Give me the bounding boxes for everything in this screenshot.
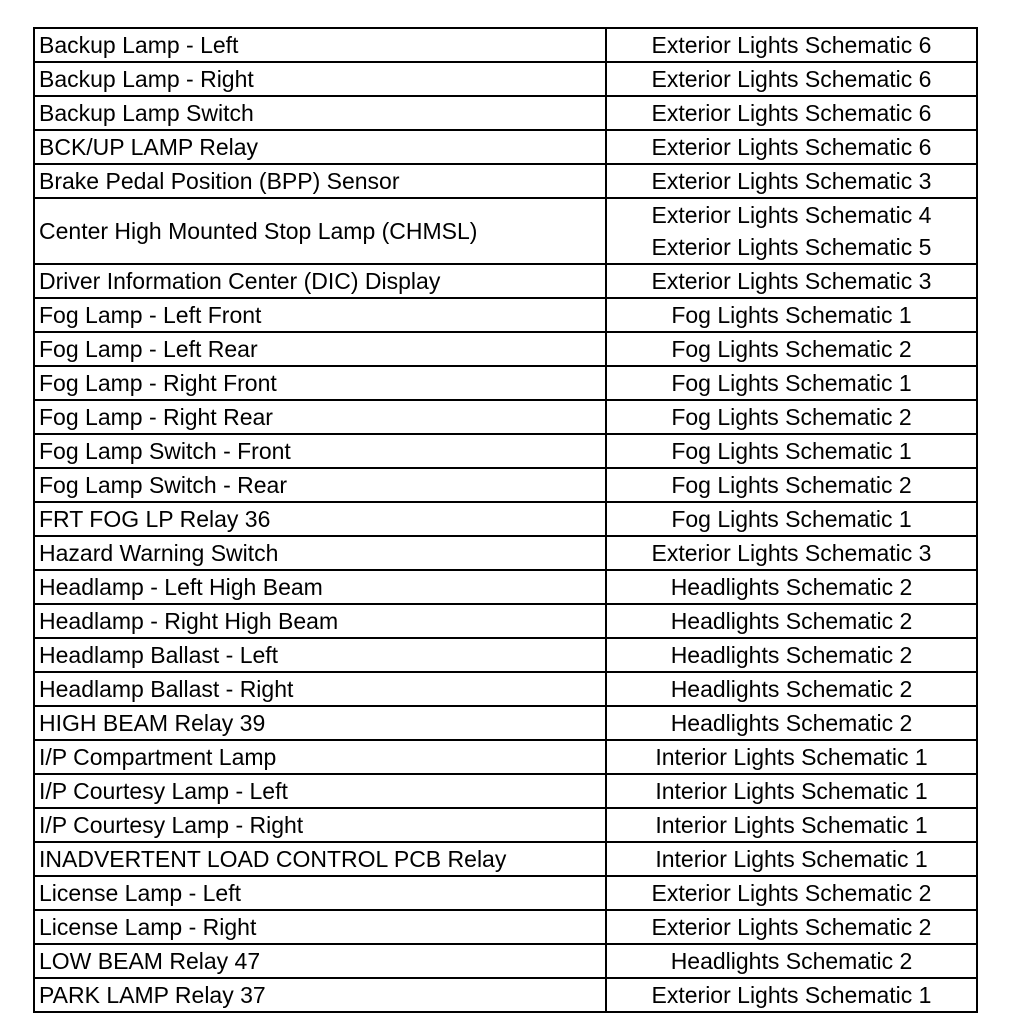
table-row	[34, 96, 977, 130]
table-row	[34, 842, 977, 876]
schematic-reference-cell	[606, 910, 977, 944]
component-name-cell: Fog Lamp - Right Rear	[34, 400, 606, 434]
schematic-reference-cell	[606, 434, 977, 468]
schematic-reference: Headlights Schematic 2	[670, 710, 913, 736]
schematic-reference-cell	[606, 400, 977, 434]
schematic-reference-cell	[606, 944, 977, 978]
component-name-cell: BCK/UP LAMP Relay	[34, 130, 606, 164]
table-row	[34, 264, 977, 298]
component-name-cell: Backup Lamp Switch	[34, 96, 606, 130]
schematic-reference: Fog Lights Schematic 1	[671, 302, 912, 328]
table-row	[34, 910, 977, 944]
table-row	[34, 62, 977, 96]
schematic-reference: Exterior Lights Schematic 6	[651, 134, 932, 160]
table-row	[34, 638, 977, 672]
schematic-reference: Exterior Lights Schematic 3	[651, 168, 932, 194]
schematic-reference: Headlights Schematic 2	[670, 948, 913, 974]
schematic-reference-cell	[606, 62, 977, 96]
schematic-reference-cell	[606, 468, 977, 502]
schematic-reference: Exterior Lights Schematic 6	[651, 66, 932, 92]
schematic-reference-cell	[606, 264, 977, 298]
table-row	[34, 740, 977, 774]
schematic-reference-cell	[606, 672, 977, 706]
schematic-reference: Interior Lights Schematic 1	[655, 744, 928, 770]
schematic-reference: Fog Lights Schematic 1	[671, 506, 912, 532]
schematic-reference: Exterior Lights Schematic 1	[651, 982, 932, 1008]
schematic-reference-cell	[606, 774, 977, 808]
component-name-cell: I/P Courtesy Lamp - Right	[34, 808, 606, 842]
table-row	[34, 298, 977, 332]
component-name-cell: FRT FOG LP Relay 36	[34, 502, 606, 536]
schematic-reference: Headlights Schematic 2	[670, 574, 913, 600]
schematic-reference: Exterior Lights Schematic 6	[651, 100, 932, 126]
component-name-cell: Headlamp - Right High Beam	[34, 604, 606, 638]
table-row	[34, 706, 977, 740]
component-schematic-table	[33, 27, 978, 1013]
component-name-cell: PARK LAMP Relay 37	[34, 978, 606, 1012]
component-name-cell: Driver Information Center (DIC) Display	[34, 264, 606, 298]
schematic-reference-cell	[606, 536, 977, 570]
table-row	[34, 130, 977, 164]
component-name-cell: INADVERTENT LOAD CONTROL PCB Relay	[34, 842, 606, 876]
schematic-reference-cell	[606, 130, 977, 164]
table-row	[34, 944, 977, 978]
component-name-cell: Brake Pedal Position (BPP) Sensor	[34, 164, 606, 198]
table-row	[34, 400, 977, 434]
table-row	[34, 366, 977, 400]
table-row	[34, 774, 977, 808]
schematic-reference-cell	[606, 164, 977, 198]
table-row	[34, 978, 977, 1012]
component-name-cell: Fog Lamp - Right Front	[34, 366, 606, 400]
schematic-reference: Exterior Lights Schematic 4	[651, 202, 932, 228]
component-name-cell: Headlamp Ballast - Left	[34, 638, 606, 672]
schematic-reference-cell	[606, 638, 977, 672]
schematic-reference: Exterior Lights Schematic 3	[651, 540, 932, 566]
component-name-cell: Center High Mounted Stop Lamp (CHMSL)	[34, 198, 606, 264]
component-name-cell: I/P Courtesy Lamp - Left	[34, 774, 606, 808]
component-name-cell: Fog Lamp - Left Front	[34, 298, 606, 332]
schematic-reference-cell	[606, 740, 977, 774]
table-body	[34, 28, 977, 1012]
schematic-reference-cell	[606, 366, 977, 400]
schematic-reference: Exterior Lights Schematic 6	[651, 32, 932, 58]
table-row	[34, 468, 977, 502]
component-name-cell: License Lamp - Right	[34, 910, 606, 944]
table-row	[34, 164, 977, 198]
component-name-cell: Fog Lamp - Left Rear	[34, 332, 606, 366]
schematic-reference-cell	[606, 502, 977, 536]
component-name-cell: Backup Lamp - Left	[34, 28, 606, 62]
schematic-reference: Headlights Schematic 2	[670, 608, 913, 634]
component-name-cell: I/P Compartment Lamp	[34, 740, 606, 774]
schematic-reference: Headlights Schematic 2	[670, 642, 913, 668]
component-name-cell: Headlamp Ballast - Right	[34, 672, 606, 706]
schematic-reference-cell	[606, 842, 977, 876]
schematic-reference: Exterior Lights Schematic 2	[651, 880, 932, 906]
component-name-cell: License Lamp - Left	[34, 876, 606, 910]
schematic-reference: Interior Lights Schematic 1	[655, 846, 928, 872]
table-row	[34, 570, 977, 604]
schematic-reference: Exterior Lights Schematic 2	[651, 914, 932, 940]
table-row	[34, 434, 977, 468]
schematic-reference-cell	[606, 706, 977, 740]
schematic-reference: Interior Lights Schematic 1	[655, 778, 928, 804]
component-name-cell: Backup Lamp - Right	[34, 62, 606, 96]
schematic-reference: Exterior Lights Schematic 5	[651, 234, 932, 260]
schematic-reference: Fog Lights Schematic 2	[671, 472, 912, 498]
schematic-reference: Fog Lights Schematic 2	[671, 336, 912, 362]
table-row	[34, 502, 977, 536]
schematic-reference: Headlights Schematic 2	[670, 676, 913, 702]
schematic-reference-cell	[606, 570, 977, 604]
schematic-reference: Fog Lights Schematic 1	[671, 438, 912, 464]
table-row	[34, 808, 977, 842]
component-name-cell: Headlamp - Left High Beam	[34, 570, 606, 604]
table-row	[34, 604, 977, 638]
schematic-reference: Fog Lights Schematic 1	[671, 370, 912, 396]
component-name-cell: Fog Lamp Switch - Front	[34, 434, 606, 468]
schematic-reference-cell	[606, 978, 977, 1012]
schematic-reference: Exterior Lights Schematic 3	[651, 268, 932, 294]
schematic-reference-cell	[606, 808, 977, 842]
table-row	[34, 28, 977, 62]
schematic-reference-cell	[606, 604, 977, 638]
schematic-reference-cell	[606, 876, 977, 910]
table-row	[34, 198, 977, 264]
table-row	[34, 332, 977, 366]
component-name-cell: Hazard Warning Switch	[34, 536, 606, 570]
component-name-cell: LOW BEAM Relay 47	[34, 944, 606, 978]
table-row	[34, 672, 977, 706]
schematic-reference-cell	[606, 28, 977, 62]
table-row	[34, 876, 977, 910]
schematic-reference-cell	[606, 96, 977, 130]
schematic-reference: Fog Lights Schematic 2	[671, 404, 912, 430]
component-name-cell: Fog Lamp Switch - Rear	[34, 468, 606, 502]
schematic-reference-cell	[606, 198, 977, 264]
schematic-reference: Interior Lights Schematic 1	[655, 812, 928, 838]
schematic-reference-cell	[606, 332, 977, 366]
component-name-cell: HIGH BEAM Relay 39	[34, 706, 606, 740]
schematic-reference-cell	[606, 298, 977, 332]
table-row	[34, 536, 977, 570]
